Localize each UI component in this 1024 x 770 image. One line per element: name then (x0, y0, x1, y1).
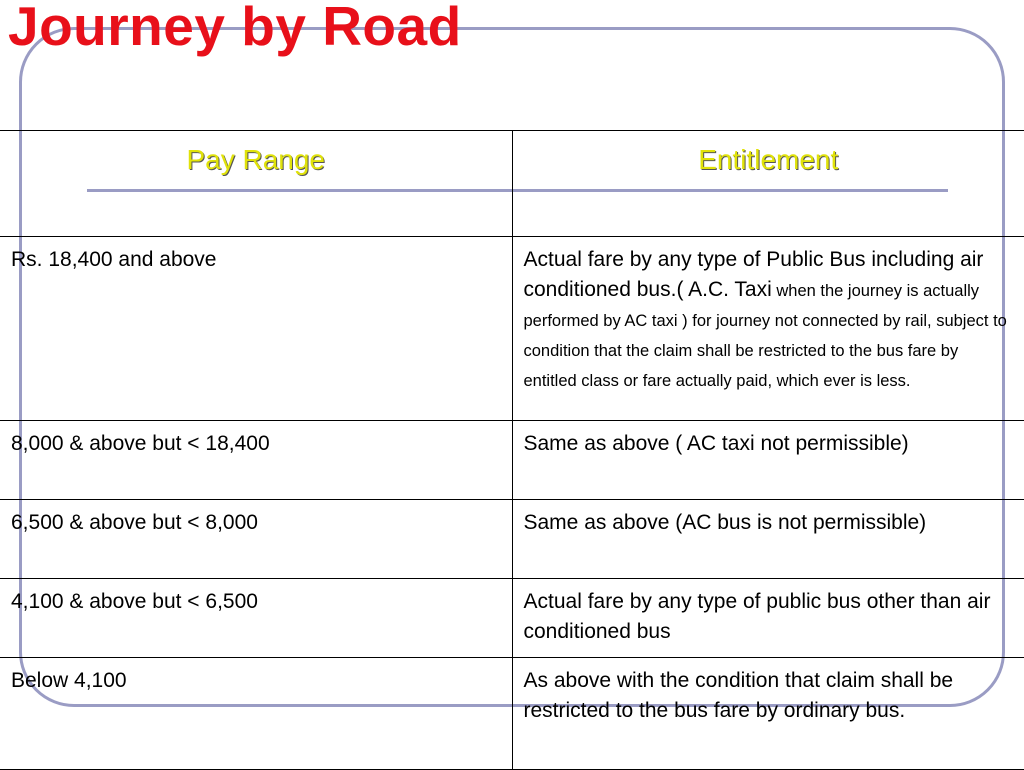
pay-range-cell: Rs. 18,400 and above (0, 237, 512, 421)
entitlement-main-text: Actual fare by any type of Public Bus including air conditioned bus.( A.C. Taxi (524, 248, 984, 301)
entitlement-cell: Actual fare by any type of public bus other than air conditioned bus (512, 579, 1024, 658)
header-pay-range: Pay Range (0, 145, 512, 175)
road-journey-table (0, 130, 1024, 770)
table-row (0, 579, 1024, 658)
entitlement-cell: Same as above ( AC taxi not permissible) (512, 421, 1024, 500)
entitlement-cell: As above with the condition that claim shall be restricted to the bus fare by ordinary bus. (512, 658, 1024, 770)
table-row (0, 658, 1024, 770)
slide-title: Journey by Road (8, 0, 462, 58)
table-row (0, 237, 1024, 421)
pay-range-cell: 8,000 & above but < 18,400 (0, 421, 512, 500)
header-entitlement: Entitlement (513, 145, 1024, 175)
table-row (0, 500, 1024, 579)
header-underline (513, 189, 949, 192)
table-row (0, 421, 1024, 500)
header-underline (87, 189, 512, 192)
table-header-row (0, 131, 1024, 237)
pay-range-cell: 4,100 & above but < 6,500 (0, 579, 512, 658)
header-cell-pay-range (0, 131, 512, 237)
entitlement-note-text: when the journey is actually performed by AC taxi ) for journey not connected by rail, subject to condition that the claim shall be restricted to the bus fare by entitled class or fare actually paid, which ever is less. (524, 282, 1007, 390)
entitlement-cell (512, 237, 1024, 421)
pay-range-cell: 6,500 & above but < 8,000 (0, 500, 512, 579)
header-cell-entitlement (512, 131, 1024, 237)
entitlement-cell: Same as above (AC bus is not permissible) (512, 500, 1024, 579)
pay-range-cell: Below 4,100 (0, 658, 512, 770)
